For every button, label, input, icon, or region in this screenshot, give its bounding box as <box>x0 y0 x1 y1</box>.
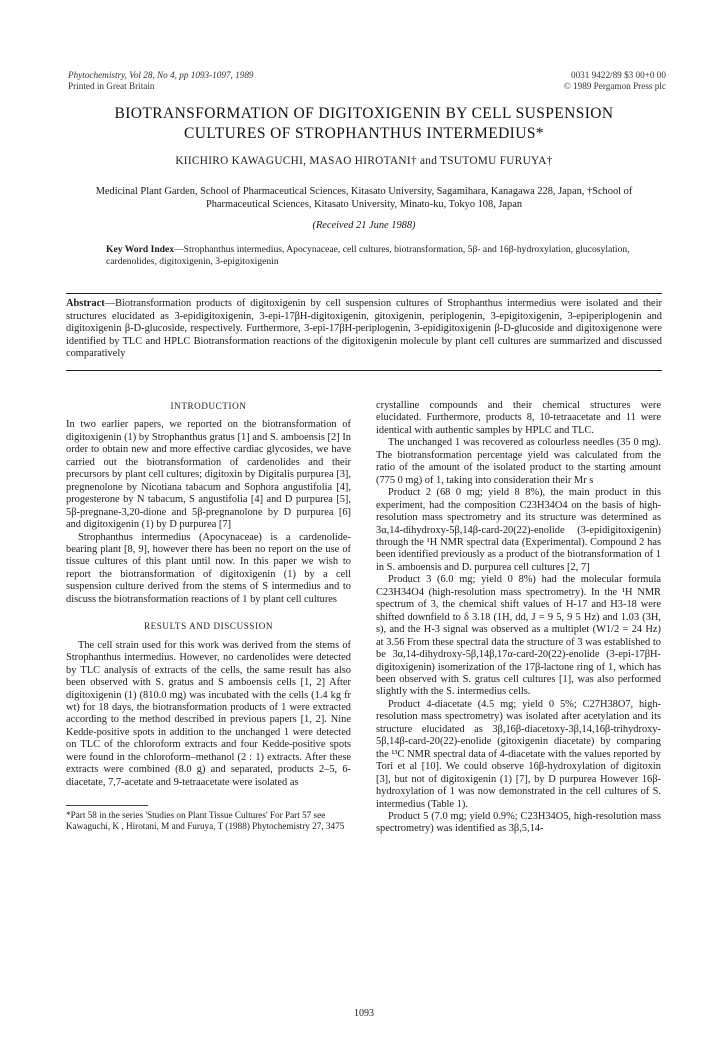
copyright-notice: © 1989 Pergamon Press plc <box>563 81 666 91</box>
keyword-list: —Strophanthus intermedius, Apocynaceae, cell cultures, biotransformation, 5β- and 16β-hydroxylation, glucosylation, cardenolides, digitoxigenin, 3-epigitoxigenin <box>106 244 630 268</box>
abstract-bottom-rule <box>66 370 662 371</box>
keyword-label: Key Word Index <box>106 244 175 255</box>
title-line-2: CULTURES OF STROPHANTHUS INTERMEDIUS* <box>183 125 544 142</box>
right-paragraph-5: Product 4-diacetate (4.5 mg; yield 0 5%; C27H38O7, high-resolution mass spectrometry) was isolated after acetylation and its structure elucidated as 3β,16β-diacetoxy-3β,14,16β-trihydroxy-5β,14β-card-20(22)-enolide (gitoxigenin diacetate) by comparing the ¹³C NMR spectral data of 4-diacetate with the values reported by Tori et al [10]. We could observe 16β-hydroxylation of digitoxin [3], but not of digitoxigenin (1) [7], by D purpurea However 16β-hydroxylation of 1 was now demonstrated in the cell cultures of S. intermedius (Table 1). <box>376 698 661 810</box>
journal-header-left <box>68 70 254 92</box>
article-title <box>60 104 668 144</box>
abstract <box>66 298 662 361</box>
abstract-top-rule <box>66 293 662 294</box>
issn-code: 0031 9422/89 $3 00+0 00 <box>570 70 666 80</box>
left-column <box>66 400 351 832</box>
affiliation: Medicinal Plant Garden, School of Pharmaceutical Sciences, Kitasato University, Sagamihara, Kanagawa 228, Japan, †School of Pharmaceutical Sciences, Kitasato University, Minato-ku, Tokyo 108, Japan <box>95 186 633 211</box>
introduction-heading: INTRODUCTION <box>170 401 247 411</box>
right-paragraph-4: Product 3 (6.0 mg; yield 0 8%) had the molecular formula C23H34O4 (high-resolution mass spectrometry). In the ¹H NMR spectrum of 3, the chemical shift values of H-17 and H3-18 were shifted downfield to δ 3.18 (1H, dd, J = 9 5, 9 5 Hz) and 1.03 (3H, s), and the H-3 signal was observed as a multiplet (W1/2 = 24 Hz) at 3.56 From these spectral data the structure of 3 was established to be 3α,14-dihydroxy-5β,14β,17α-card-20(22)-enolide (3-epi-17βH-digitoxigenin) isomerization of the 17β-lactone ring of 1, which has been observed with S. gratus cell cultures [1], was also performed slightly with the S. intermedius cells. <box>376 574 661 698</box>
journal-header-right <box>564 70 666 92</box>
right-paragraph-1: crystalline compounds and their chemical structures were elucidated. Furthermore, products 8, 10-tetraacetate and 11 were identical with authentic samples by HPLC and TLC. <box>376 400 661 436</box>
journal-citation: Phytochemistry, Vol 28, No 4, pp 1093-1097, 1989 <box>68 70 254 80</box>
footnote-rule <box>66 805 148 806</box>
printed-in: Printed in Great Britain <box>68 81 155 91</box>
received-date: (Received 21 June 1988) <box>312 220 416 231</box>
right-column <box>376 400 661 836</box>
footnote: *Part 58 in the series 'Studies on Plant Tissue Cultures' For Part 57 see Kawaguchi, K , Hirotani, M and Furuya, T (1988) Phytochemistry 27, 3475 <box>66 810 345 832</box>
title-line-1: BIOTRANSFORMATION OF DIGITOXIGENIN BY CELL SUSPENSION <box>114 105 614 122</box>
author-list: KIICHIRO KAWAGUCHI, MASAO HIROTANI† and TSUTOMU FURUYA† <box>175 155 553 167</box>
results-heading: RESULTS AND DISCUSSION <box>143 621 274 632</box>
intro-paragraph-1: In two earlier papers, we reported on the biotransformation of digitoxigenin (1) by Strophanthus gratus [1] and S. amboensis [2] In order to obtain new and more effective cardiac glycosides, we have carried out the biotransformation of cardenolides and their precursors by plant cell cultures; digitoxin by Digitalis purpurea [3], pregnenolone by Nicotiana tabacum and Sophora angustifolia [4], progesterone by N tabacum, S angustifolia [4] and D purpurea [5], 5β-pregnane-3,20-dione and 5β-pregnanolone by D purpurea [6] and digitoxigenin (1) by D purpurea [7] <box>66 419 351 531</box>
page-number: 1093 <box>354 1008 374 1019</box>
abstract-text: —Biotransformation products of digitoxigenin by cell suspension cultures of Strophanthus intermedius were isolated and their structures elucidated as 3-epidigitoxigenin, 3-epi-17βH-digitoxigenin, gitoxigenin, periplogenin, 3-epigitoxigenin, 3-epiperiplogenin and digitoxigenin β-D-glucoside, respectively. Furthermore, 3-epi-17βH-periplogenin, 3-epidigitoxigenin β-D-glucoside and digitoxigenone were identified by TLC and HPLC Biotransformation reactions of the digitoxigenin molecule by plant cell cultures are summarized and discussed comparatively <box>66 298 662 360</box>
right-paragraph-3: Product 2 (68 0 mg; yield 8 8%), the main product in this experiment, had the composition C23H34O4 on the basis of high-resolution mass spectrometry and its structure was determined as 3α,14-dihydroxy-5β,14β-card-20(22)-enolide (3-epidigitoxigenin) through the ¹H NMR spectral data (Experimental). Compound 2 has been identified previously as a product of the biotransformation of 1 in S. amboensis and D. purpurea cell cultures [2, 7] <box>376 487 661 573</box>
results-paragraph-1: The cell strain used for this work was derived from the stems of Strophanthus intermedius. However, no cardenolides were detected by TLC analysis of extracts of the cells, the same result has also been observed with S. gratus and S amboensis cells [1, 2] After digitoxigenin (1) (810.0 mg) was incubated with the cells (1.4 kg fr wt) for 18 days, the biotransformation products of 1 were extracted according to the method described in previous papers [1, 2]. Nine Kedde-positive spots in addition to the unchanged 1 were detected on TLC of the chloroform extracts and four Kedde-positive spots were found in the chloroform–methanol (2 : 1) extracts. After these extracts were combined (8.0 g) and separated, products 2–5, 6-diacetate, 7,7-acetate and 9-tetraacetate were isolated as <box>66 639 351 788</box>
right-paragraph-6: Product 5 (7.0 mg; yield 0.9%; C23H34O5, high-resolution mass spectrometry) was identified as 3β,5,14- <box>376 810 661 835</box>
intro-paragraph-2: Strophanthus intermedius (Apocynaceae) is a cardenolide-bearing plant [8, 9], however there has been no report on the use of tissue cultures of this plant until now. In this paper we wish to report the biotransformation of digitoxigenin (1) by a cell suspension culture derived from the stems of S intermedius and to discuss the biotransformation reactions of 1 by plant cell cultures <box>66 531 351 605</box>
right-paragraph-2: The unchanged 1 was recovered as colourless needles (35 0 mg). The biotransformation percentage yield was calculated from the ratio of the amount of the isolated product to the starting amount (775 0 mg) of 1, taking into consideration their Mr s <box>376 437 661 486</box>
abstract-label: Abstract <box>66 298 105 309</box>
keyword-index <box>106 244 636 268</box>
